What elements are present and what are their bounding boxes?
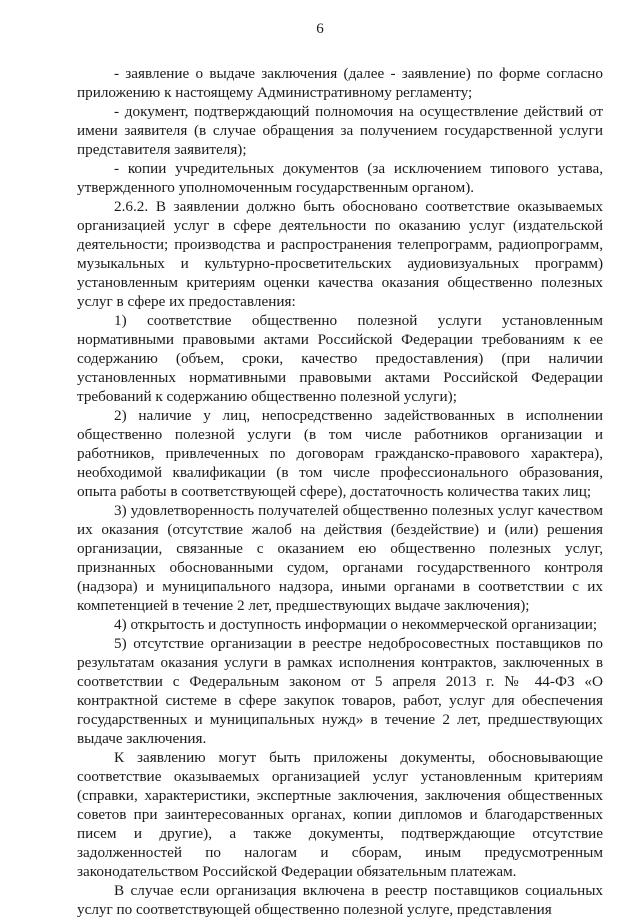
paragraph-criterion-4: 4) открытость и доступность информации о некоммерческой организации;	[114, 616, 598, 633]
paragraph-criterion-5: 5) отсутствие организации в реестре недобросовестных поставщиков по результатам оказания услуги в рамках исполнения контрактов, заключенных в соответствии с Федеральным законом от 5 апреля 2013 г. № 44-ФЗ «О контрактной системе в сфере закупок товаров, работ, услуг для обеспечения государственных и муниципальных нужд» в течение 2 лет, предшествующих выдаче заключения.	[77, 635, 603, 747]
paragraph-authority-document: - документ, подтверждающий полномочия на осуществление действий от имени заявителя (в случае обращения за получением государственной услуги представителя заявителя);	[77, 103, 603, 158]
paragraph-social-services-registry: В случае если организация включена в реестр поставщиков социальных услуг по соответствующей общественно полезной услуге, представления	[77, 882, 603, 918]
page-number: 6	[316, 21, 324, 37]
paragraph-section-2-6-2: 2.6.2. В заявлении должно быть обосновано соответствие оказываемых организацией услуг в сфере деятельности по оказанию услуг (издательской деятельности; производства и распространения телепрограмм, радиопрограмм, музыкальных и культурно-просветительских аудиовизуальных программ) установленным критериям оценки качества оказания общественно полезных услуг в сфере их предоставления:	[77, 198, 603, 310]
paragraph-application-form: - заявление о выдаче заключения (далее - заявление) по форме согласно приложению к настоящему Административному регламенту;	[77, 65, 603, 101]
paragraph-founding-documents: - копии учредительных документов (за исключением типового устава, утвержденного уполномоченным государственным органом).	[77, 160, 603, 196]
paragraph-attached-documents: К заявлению могут быть приложены документы, обосновывающие соответствие оказываемых организацией услуг установленным критериям (справки, характеристики, экспертные заключения, заключения общественных советов при заинтересованных органах, копии дипломов и благодарственных писем и другие), а также документы, подтверждающие отсутствие задолженностей по налогам и сборам, иным предусмотренным законодательством Российской Федерации обязательным платежам.	[77, 749, 603, 880]
document-body	[77, 64, 603, 919]
paragraph-criterion-3: 3) удовлетворенность получателей общественно полезных услуг качеством их оказания (отсутствие жалоб на действия (бездействие) и (или) решения организации, связанные с оказанием ею общественно полезных услуг, признанных обоснованными судом, органами государственного контроля (надзора) и муниципального надзора, иными органами в соответствии с их компетенцией в течение 2 лет, предшествующих выдаче заключения);	[77, 502, 603, 614]
paragraph-criterion-1: 1) соответствие общественно полезной услуги установленным нормативными правовыми актами Российской Федерации требованиям к ее содержанию (объем, сроки, качество предоставления) (при наличии установленных нормативными правовыми актами Российской Федерации требований к содержанию общественно полезной услуги);	[77, 312, 603, 405]
paragraph-criterion-2: 2) наличие у лиц, непосредственно задействованных в исполнении общественно полезной услуги (в том числе работников организации и работников, привлеченных по договорам гражданско-правового характера), необходимой квалификации (в том числе профессионального образования, опыта работы в соответствующей сфере), достаточность количества таких лиц;	[77, 407, 603, 500]
